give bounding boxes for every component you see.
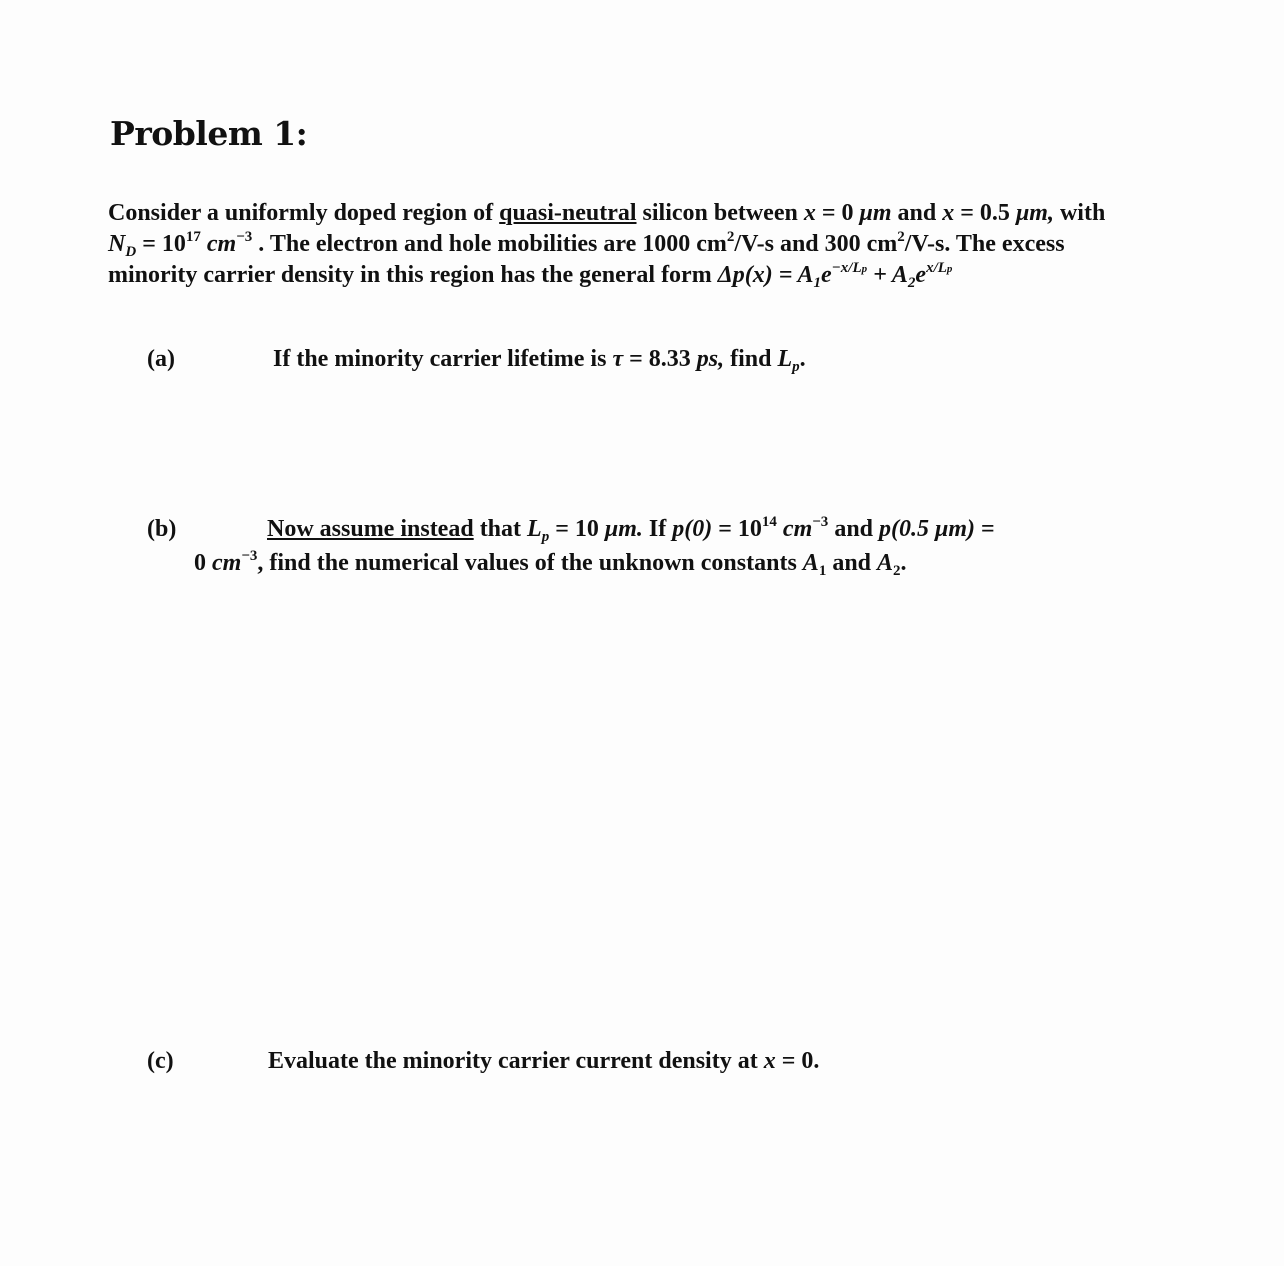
general-form-formula: $\Delta p(x) = A_1e^{-x/Lp} + A_2e^{x/Lp}$	[717, 260, 953, 291]
part-b-question-line-1: Now assume instead that $L_p = 10$ μm. If $p(0) = 10^{14}$ $cm^{-3}$ and p(0.5 μm) =	[267, 514, 995, 545]
statement-line-3: minority carrier density in this region has the general form $\Delta p(x) = A_1e^{-x/Lp} + A_2e^{x/Lp}$	[108, 260, 953, 291]
statement-line-1: Consider a uniformly doped region of quasi-neutral silicon between x = 0 μm and x = 0.5 μm, with	[108, 200, 1106, 226]
part-a-question: If the minority carrier lifetime is τ = 8.33 ps, find $L_p$.	[273, 346, 806, 375]
part-b-question-line-2: 0 $cm^{-3}$, find the numerical values of the unknown constants $A_1$ and $A_2$.	[194, 548, 907, 579]
problem-statement	[108, 198, 1168, 291]
part-b-label: (b)	[147, 516, 177, 542]
part-c-question: Evaluate the minority carrier current density at x = 0.	[268, 1048, 820, 1074]
statement-line-2: $N_D = 10^{17}$ $cm^{-3}$ . The electron and hole mobilities are 1000 $cm^2/V-s$ and 300 $cm^2/V-s$. The excess	[108, 229, 1065, 260]
part-a-label: (a)	[147, 346, 175, 372]
quasi-neutral-term: quasi-neutral	[499, 200, 637, 226]
problem-title: Problem 1:	[110, 114, 308, 153]
part-c-label: (c)	[147, 1048, 174, 1074]
